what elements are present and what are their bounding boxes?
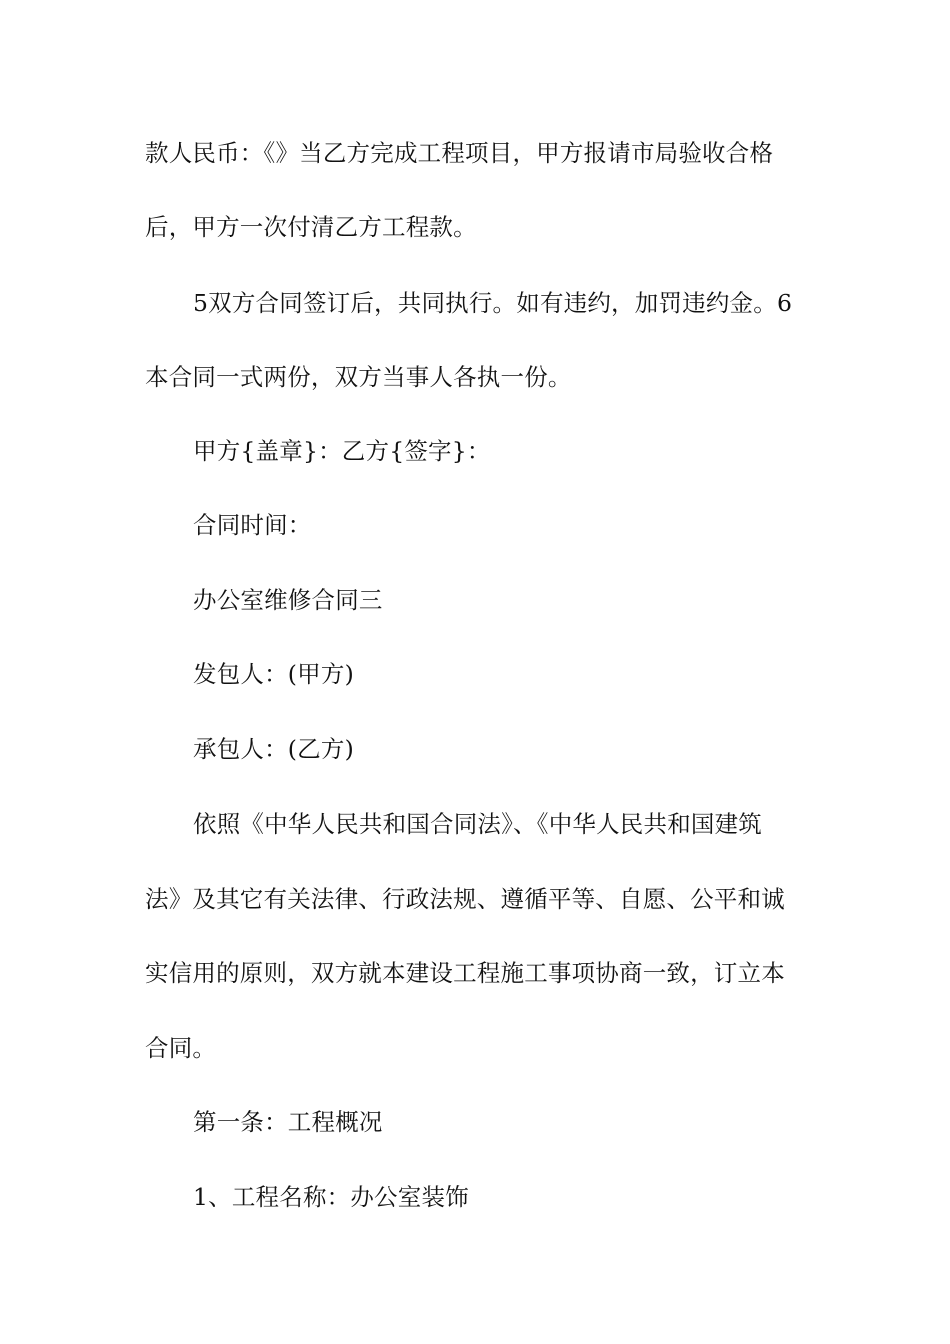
party-b-line: 承包人：(乙方) [193,735,354,763]
project-name-line: 1、工程名称：办公室装饰 [193,1183,469,1211]
paragraph-line: 款人民币：《》当乙方完成工程项目，甲方报请市局验收合格 [145,139,774,167]
paragraph-line: 法》及其它有关法律、行政法规、遵循平等、自愿、公平和诚 [145,885,785,913]
paragraph-line: 实信用的原则，双方就本建设工程施工事项协商一致，订立本 [145,959,785,987]
paragraph-line: 依照《中华人民共和国合同法》、《中华人民共和国建筑 [193,810,762,838]
paragraph-line: 合同。 [145,1034,217,1062]
article-heading: 第一条：工程概况 [193,1108,383,1136]
paragraph-line: 5双方合同签订后，共同执行。如有违约，加罚违约金。6 [193,289,793,317]
paragraph-line: 本合同一式两份，双方当事人各执一份。 [145,363,572,391]
contract-date-line: 合同时间： [193,511,312,539]
signature-line: 甲方{盖章}：乙方{签字}： [193,437,491,465]
paragraph-line: 后，甲方一次付清乙方工程款。 [145,213,477,241]
section-heading: 办公室维修合同三 [193,586,383,614]
party-a-line: 发包人：(甲方) [193,660,354,688]
